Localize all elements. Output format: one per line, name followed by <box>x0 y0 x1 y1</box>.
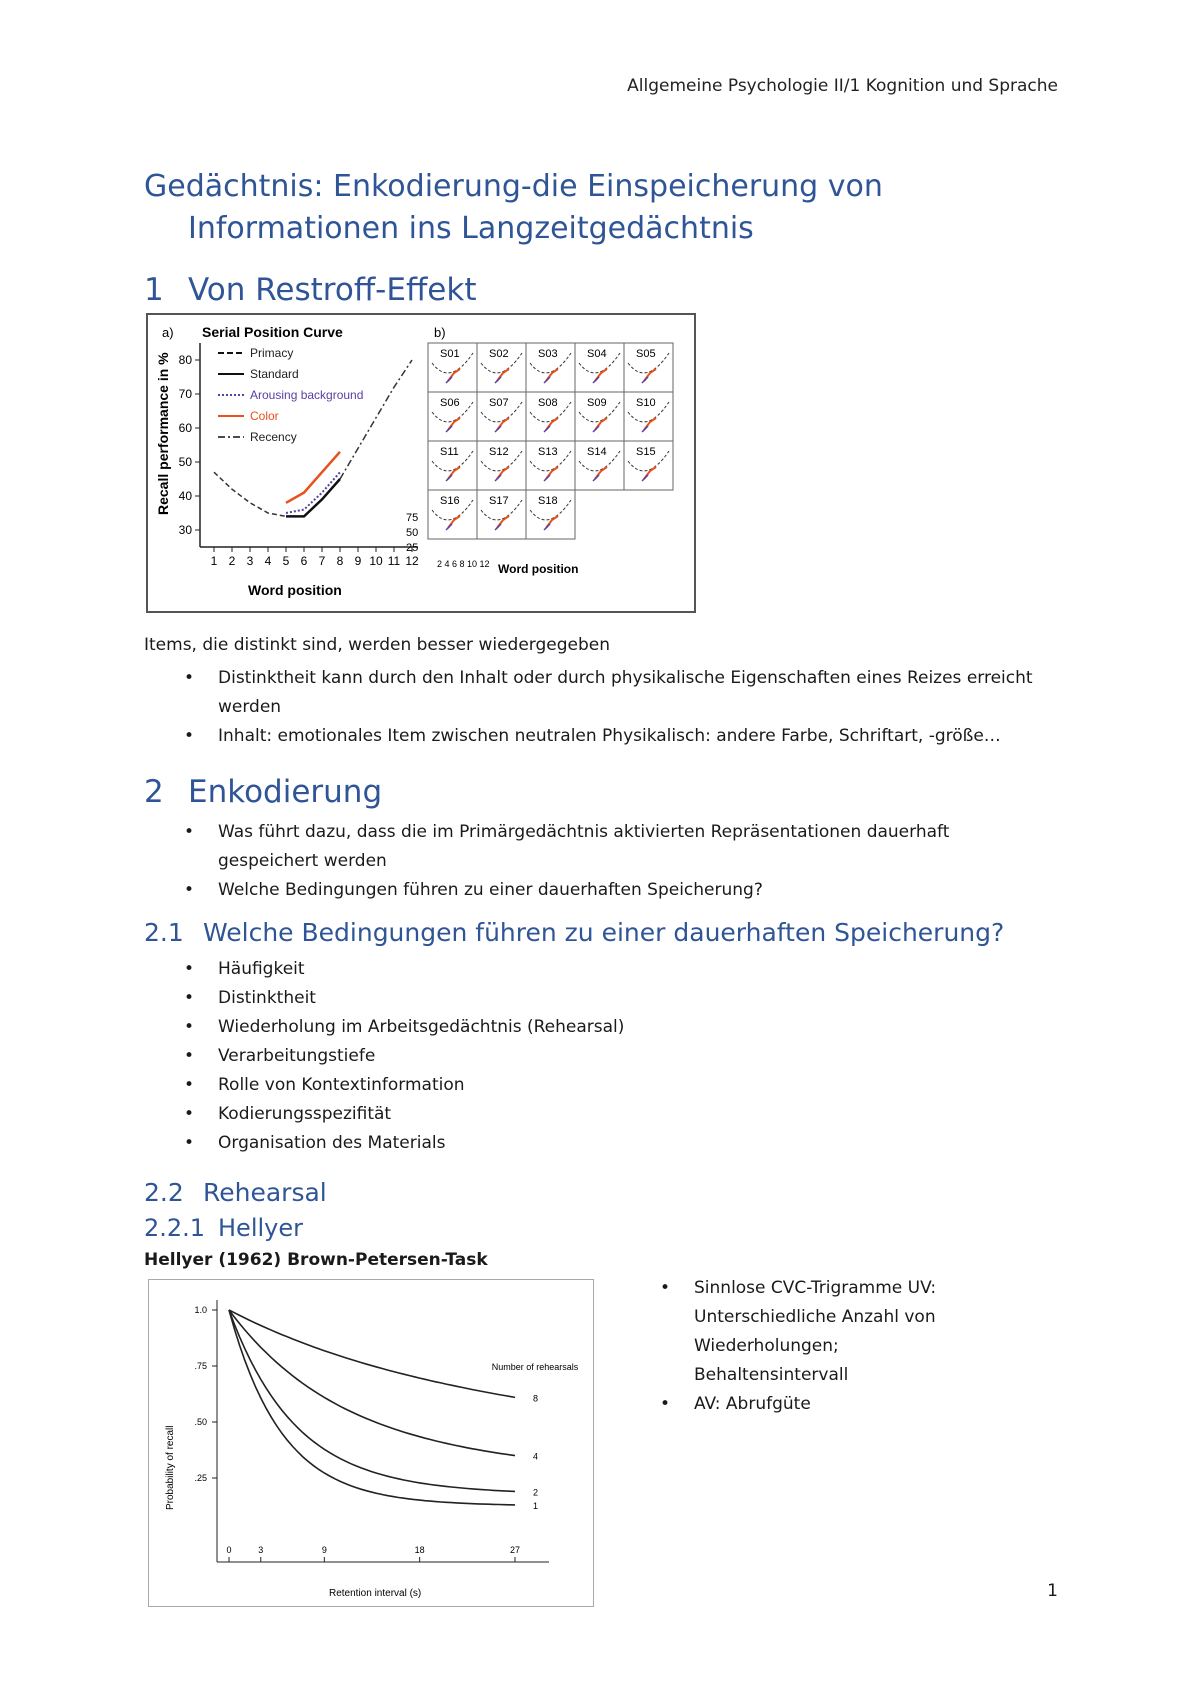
x-tick-label: 6 <box>300 554 308 568</box>
list-item <box>144 1129 1044 1158</box>
bullet-dot: • <box>660 1394 671 1414</box>
section-1-heading <box>144 272 477 308</box>
legend-color: Color <box>250 409 279 423</box>
curve-label-8: 8 <box>533 1393 539 1404</box>
x-tick-label: 2 <box>228 554 236 568</box>
serial-position-figure <box>146 313 696 613</box>
small-y-tick-75: 75 <box>406 512 419 524</box>
title-line-1: Gedächtnis: Enkodierung-die Einspeicherung von <box>144 169 883 204</box>
subject-label: S18 <box>538 495 558 507</box>
fig2-x-tick-label: 0 <box>226 1545 232 1555</box>
subject-label: S13 <box>538 446 558 458</box>
panel-b-x-label: Word position <box>498 562 579 576</box>
rehearsal-curve-1 <box>229 1310 515 1505</box>
legend-title-text: Number of rehearsals <box>491 1362 579 1372</box>
bullet-dot: • <box>184 959 195 979</box>
subject-label: S17 <box>489 495 509 507</box>
small-y-tick-50: 50 <box>406 527 419 539</box>
bullet-dot: • <box>184 988 195 1008</box>
title-line-2: Informationen ins Langzeitgedächtnis <box>188 211 754 246</box>
hellyer-citation: Hellyer (1962) Brown-Petersen-Task <box>144 1250 488 1270</box>
y-tick-label: 70 <box>178 387 192 401</box>
fig2-x-tick-label: 18 <box>414 1545 425 1555</box>
list-item-text: Was führt dazu, dass die im Primärgedächtnis aktivierten Repräsentationen dauerhaft gespeichert werden <box>218 822 950 871</box>
subject-label: S11 <box>440 446 459 458</box>
list-item <box>144 722 1044 751</box>
x-tick-label: 7 <box>318 554 326 568</box>
bullet-list-4 <box>620 1274 960 1419</box>
x-tick-label: 5 <box>282 554 290 568</box>
rehearsal-figure <box>148 1279 594 1607</box>
small-x-ticks: 2 4 6 8 10 12 <box>437 559 490 569</box>
bullet-dot: • <box>660 1278 671 1298</box>
panel-b-label: b) <box>434 325 446 340</box>
bullet-list-2 <box>144 818 1044 905</box>
rehearsal-curve-8 <box>229 1310 515 1397</box>
bullet-dot: • <box>184 1046 195 1066</box>
list-item-text: AV: Abrufgüte <box>694 1394 811 1414</box>
chart-title: Serial Position Curve <box>202 324 343 340</box>
legend-arousing: Arousing background <box>250 388 364 402</box>
curve-label-4: 4 <box>533 1451 539 1462</box>
bullet-dot: • <box>184 1075 195 1095</box>
list-item <box>144 1100 1044 1129</box>
list-item-text: Verarbeitungstiefe <box>218 1046 376 1066</box>
fig2-x-tick-label: 3 <box>258 1545 264 1555</box>
list-item <box>144 1042 1044 1071</box>
section-2-heading <box>144 774 382 810</box>
bullet-dot: • <box>184 880 195 900</box>
list-item <box>620 1274 960 1390</box>
bullet-dot: • <box>184 822 195 842</box>
section-number: 2.2.1 <box>144 1214 206 1242</box>
page-number: 1 <box>1047 1581 1058 1601</box>
subject-label: S15 <box>636 446 656 458</box>
list-item <box>144 1013 1044 1042</box>
bullet-dot: • <box>184 1133 195 1153</box>
list-item <box>144 876 1044 905</box>
list-item <box>144 664 1044 722</box>
bullet-list-1 <box>144 664 1044 751</box>
subject-label: S09 <box>587 397 607 409</box>
fig2-legend-title <box>492 1362 579 1372</box>
subject-label: S16 <box>440 495 460 507</box>
subject-label: S04 <box>587 348 607 360</box>
series-line-color <box>286 452 340 503</box>
list-item-text: Distinktheit kann durch den Inhalt oder durch physikalische Eigenschaften eines Reizes erreicht werden <box>218 668 1033 717</box>
x-tick-label: 9 <box>354 554 362 568</box>
rehearsal-svg <box>149 1280 593 1606</box>
y-tick-label: 30 <box>178 523 192 537</box>
running-header: Allgemeine Psychologie II/1 Kognition und Sprache <box>627 76 1058 96</box>
section-title: Enkodierung <box>188 774 383 810</box>
bullet-dot: • <box>184 1104 195 1124</box>
curve-label-1: 1 <box>533 1500 539 1511</box>
list-item-text: Wiederholung im Arbeitsgedächtnis (Rehearsal) <box>218 1017 625 1037</box>
list-item <box>144 984 1044 1013</box>
serial-position-svg <box>148 315 694 611</box>
list-item <box>144 955 1044 984</box>
list-item-text: Häufigkeit <box>218 959 305 979</box>
x-tick-label: 12 <box>405 554 419 568</box>
y-axis-label: Recall performance in % <box>155 352 171 515</box>
section-title: Von Restroff-Effekt <box>188 272 477 308</box>
fig2-y-label: Probability of recall <box>165 1425 176 1510</box>
list-item-text: Kodierungsspezifität <box>218 1104 392 1124</box>
y-tick-label: 80 <box>178 353 192 367</box>
legend-recency: Recency <box>250 430 297 444</box>
y-tick-label: 60 <box>178 421 192 435</box>
series-line-recency <box>340 360 412 479</box>
paragraph-distinct: Items, die distinkt sind, werden besser wiedergegeben <box>144 635 610 655</box>
x-tick-label: 10 <box>369 554 383 568</box>
bullet-list-3 <box>144 955 1044 1158</box>
list-item-text: Inhalt: emotionales Item zwischen neutralen Physikalisch: andere Farbe, Schriftart, -größe… <box>218 726 1001 746</box>
curve-label-2: 2 <box>533 1487 539 1498</box>
section-number: 2.1 <box>144 918 184 947</box>
bullet-dot: • <box>184 726 195 746</box>
rehearsal-curve-4 <box>229 1310 515 1456</box>
subject-label: S05 <box>636 348 656 360</box>
list-item-text: Sinnlose CVC-Trigramme UV: Unterschiedliche Anzahl von Wiederholungen; Behaltensintervall <box>694 1278 937 1385</box>
section-2-1-heading <box>144 918 1004 947</box>
fig2-y-tick-label: .50 <box>194 1417 207 1427</box>
list-item-text: Distinktheit <box>218 988 316 1008</box>
x-tick-label: 3 <box>246 554 254 568</box>
fig2-x-label: Retention interval (s) <box>329 1588 422 1599</box>
subject-label: S07 <box>489 397 509 409</box>
x-tick-label: 4 <box>264 554 272 568</box>
section-2-2-1-heading <box>144 1214 303 1242</box>
list-item <box>144 1071 1044 1100</box>
subject-label: S12 <box>489 446 509 458</box>
subject-label: S10 <box>636 397 656 409</box>
fig2-y-tick-label: .75 <box>194 1361 207 1371</box>
fig2-y-tick-label: 1.0 <box>194 1305 207 1315</box>
list-item-text: Organisation des Materials <box>218 1133 446 1153</box>
fig2-x-tick-label: 27 <box>509 1545 521 1555</box>
list-item <box>144 818 1044 876</box>
section-number: 2.2 <box>144 1178 184 1207</box>
subject-label: S06 <box>440 397 460 409</box>
subject-label: S03 <box>538 348 558 360</box>
list-item-text: Welche Bedingungen führen zu einer dauerhaften Speicherung? <box>218 880 763 900</box>
x-tick-label: 11 <box>387 554 401 568</box>
section-number: 2 <box>144 774 164 810</box>
bullet-dot: • <box>184 1017 195 1037</box>
rehearsal-curve-2 <box>229 1310 515 1491</box>
series-line-primacy <box>214 472 286 516</box>
x-tick-label: 1 <box>210 554 218 568</box>
bullet-dot: • <box>184 668 195 688</box>
x-tick-label: 8 <box>336 554 344 568</box>
fig2-y-tick-label: .25 <box>194 1473 207 1483</box>
subject-label: S02 <box>489 348 509 360</box>
fig2-x-tick-label: 9 <box>321 1545 327 1555</box>
legend <box>218 346 363 444</box>
list-item <box>620 1390 960 1419</box>
legend-standard: Standard <box>250 367 299 381</box>
section-title: Rehearsal <box>203 1178 327 1207</box>
y-tick-label: 50 <box>178 455 192 469</box>
legend-primacy: Primacy <box>250 346 294 360</box>
subject-label: S08 <box>538 397 558 409</box>
subject-label: S01 <box>440 348 460 360</box>
document-title <box>144 166 1094 250</box>
section-2-2-heading <box>144 1178 327 1207</box>
panel-a-label: a) <box>162 325 174 340</box>
x-axis-label: Word position <box>248 582 342 598</box>
small-y-tick-25: 25 <box>406 542 419 554</box>
section-title: Hellyer <box>218 1214 303 1242</box>
section-title: Welche Bedingungen führen zu einer dauerhaften Speicherung? <box>203 918 1005 947</box>
y-tick-label: 40 <box>178 489 192 503</box>
list-item-text: Rolle von Kontextinformation <box>218 1075 465 1095</box>
section-number: 1 <box>144 272 164 308</box>
subject-label: S14 <box>587 446 607 458</box>
